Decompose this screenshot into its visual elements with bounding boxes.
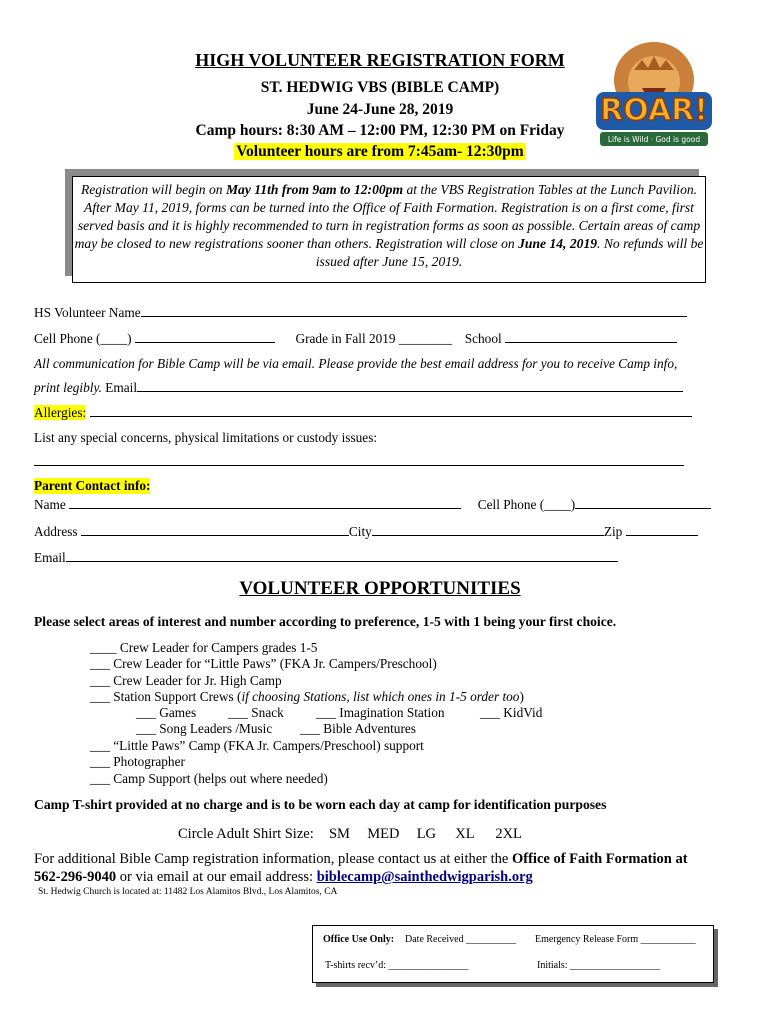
parent-email-field[interactable] xyxy=(66,551,618,562)
zip-label: Zip xyxy=(603,524,623,539)
logo-tagline: Life is Wild · God is good xyxy=(607,135,701,144)
opportunity-item-6[interactable]: ___ Photographer xyxy=(90,754,185,769)
concerns-label: List any special concerns, physical limitations or custody issues: xyxy=(34,430,378,445)
church-location: St. Hedwig Church is located at: 11482 Los Alamitos Blvd., Los Alamitos, CA xyxy=(38,887,338,897)
emergency-release-field[interactable]: Emergency Release Form ___________ xyxy=(535,934,696,945)
info-text-3: . No refunds will be issued after June 15, 2019. xyxy=(315,236,704,269)
size-med[interactable]: MED xyxy=(367,826,400,842)
size-2xl[interactable]: 2XL xyxy=(495,826,522,842)
station-snack[interactable]: ___ Snack xyxy=(228,705,284,720)
date-received-field[interactable]: Date Received __________ xyxy=(405,934,517,945)
contact-email-link[interactable]: biblecamp@sainthedwigparish.org xyxy=(316,869,533,885)
city-field[interactable] xyxy=(372,525,604,536)
grade-label[interactable]: Grade in Fall 2019 ________ xyxy=(295,331,453,346)
volunteer-hours-text: Volunteer hours are from 7:45am- 12:30pm xyxy=(236,143,524,160)
contact-line-1 xyxy=(34,851,688,868)
zip-field[interactable] xyxy=(626,525,698,536)
parent-name-field[interactable] xyxy=(69,498,461,509)
cell-phone-field[interactable] xyxy=(135,332,275,343)
address-row xyxy=(34,524,698,540)
parent-contact-heading: Parent Contact info: xyxy=(34,478,151,493)
opportunity-item-7[interactable]: ___ Camp Support (helps out where needed) xyxy=(90,771,328,786)
station-kidvid[interactable]: ___ KidVid xyxy=(480,705,543,720)
allergies-field[interactable] xyxy=(90,406,692,417)
contact-text-1: For additional Bible Camp registration information, please contact us at either the xyxy=(34,851,512,867)
contact-text-2: or via email at our email address: xyxy=(116,869,317,885)
registration-info-text xyxy=(73,181,705,271)
camp-hours: Camp hours: 8:30 AM – 12:00 PM, 12:30 PM on Friday xyxy=(195,122,565,139)
camp-dates: June 24-June 28, 2019 xyxy=(306,101,454,118)
office-use-label: Office Use Only: xyxy=(323,934,395,945)
shirt-size-label: Circle Adult Shirt Size: xyxy=(178,826,314,842)
email-field[interactable] xyxy=(137,381,683,392)
station-support-label: ___ Station Support Crews ( xyxy=(90,689,242,704)
parent-cell-field[interactable] xyxy=(575,498,711,509)
info-text-1: Registration will begin on xyxy=(80,182,226,197)
camp-name: ST. HEDWIG VBS (BIBLE CAMP) xyxy=(260,79,500,96)
station-bible-adventures[interactable]: ___ Bible Adventures xyxy=(300,721,416,736)
parent-name-label: Name xyxy=(34,497,66,512)
concerns-row xyxy=(34,454,684,470)
initials-field[interactable]: Initials: __________________ xyxy=(537,960,661,971)
opportunity-item-1[interactable]: ____ Crew Leader for Campers grades 1-5 xyxy=(90,640,318,655)
size-sm[interactable]: SM xyxy=(328,826,350,842)
form-title: HIGH VOLUNTEER REGISTRATION FORM xyxy=(195,50,565,70)
cell-phone-label: Cell Phone (____) xyxy=(34,331,132,346)
roar-logo xyxy=(590,40,718,152)
size-xl[interactable]: XL xyxy=(455,826,475,842)
allergies-row xyxy=(34,405,692,421)
concerns-field[interactable] xyxy=(34,455,684,466)
contact-phone: 562-296-9040 xyxy=(34,869,117,885)
tshirt-heading: Camp T-shirt provided at no charge and is to be worn each day at camp for identification purposes xyxy=(34,797,607,812)
logo-word: ROAR! xyxy=(600,93,708,128)
station-games[interactable]: ___ Games xyxy=(136,705,197,720)
shirt-size-row xyxy=(178,826,522,843)
info-text-2: at the VBS Registration Tables at the Lunch Pavilion. After May 11, 2019, forms can be turned into the Office of Faith Formation. Registration is on a first come, first served basis and it is highly recommended to turn in registration forms as soon as possible. Certain areas of camp may be closed to new registrations sooner than others. Registration will close on xyxy=(74,182,701,251)
tshirts-received-field[interactable]: T-shirts recv’d: ________________ xyxy=(325,960,469,971)
parent-email-label: Email xyxy=(34,550,66,565)
school-label: School xyxy=(464,331,502,346)
school-field[interactable] xyxy=(505,332,677,343)
address-label: Address xyxy=(34,524,78,539)
email-label: Email xyxy=(105,380,138,395)
station-song-leaders[interactable]: ___ Song Leaders /Music xyxy=(136,721,273,736)
registration-info-box xyxy=(72,176,706,283)
parent-email-row xyxy=(34,550,618,566)
opportunity-item-5[interactable]: ___ “Little Paws” Camp (FKA Jr. Campers/Preschool) support xyxy=(90,738,424,753)
station-note: if choosing Stations, list which ones in 1-5 order too xyxy=(241,689,520,704)
station-note-close: ) xyxy=(519,689,524,704)
info-date-1: May 11th from 9am to 12:00pm xyxy=(225,182,404,197)
opportunities-instructions: Please select areas of interest and number according to preference, 1-5 with 1 being your first choice. xyxy=(34,614,617,629)
hs-name-label: HS Volunteer Name xyxy=(34,305,141,320)
parent-name-row xyxy=(34,497,711,513)
print-legibly-note: print legibly. xyxy=(34,380,102,395)
opportunity-item-4[interactable] xyxy=(90,689,524,705)
parent-cell-label: Cell Phone (____) xyxy=(477,497,576,512)
opportunity-item-2[interactable]: ___ Crew Leader for “Little Paws” (FKA Jr. Campers/Preschool) xyxy=(90,656,437,671)
allergies-label: Allergies: xyxy=(34,405,87,420)
communication-note: All communication for Bible Camp will be via email. Please provide the best email address for you to receive Camp info, xyxy=(34,356,678,371)
station-imagination[interactable]: ___ Imagination Station xyxy=(316,705,445,720)
contact-line-2 xyxy=(34,869,533,886)
hs-name-row xyxy=(34,305,687,321)
cell-grade-school-row xyxy=(34,331,677,347)
office-faith-formation: Office of Faith Formation at xyxy=(511,851,688,867)
hs-name-field[interactable] xyxy=(141,306,687,317)
opportunity-item-3[interactable]: ___ Crew Leader for Jr. High Camp xyxy=(90,673,282,688)
address-field[interactable] xyxy=(81,525,349,536)
opportunities-title: VOLUNTEER OPPORTUNITIES xyxy=(239,578,521,599)
office-use-box xyxy=(312,925,714,983)
email-row xyxy=(34,380,683,396)
info-close-date: June 14, 2019 xyxy=(518,236,598,251)
size-lg[interactable]: LG xyxy=(416,826,437,842)
city-label: City xyxy=(348,524,372,539)
